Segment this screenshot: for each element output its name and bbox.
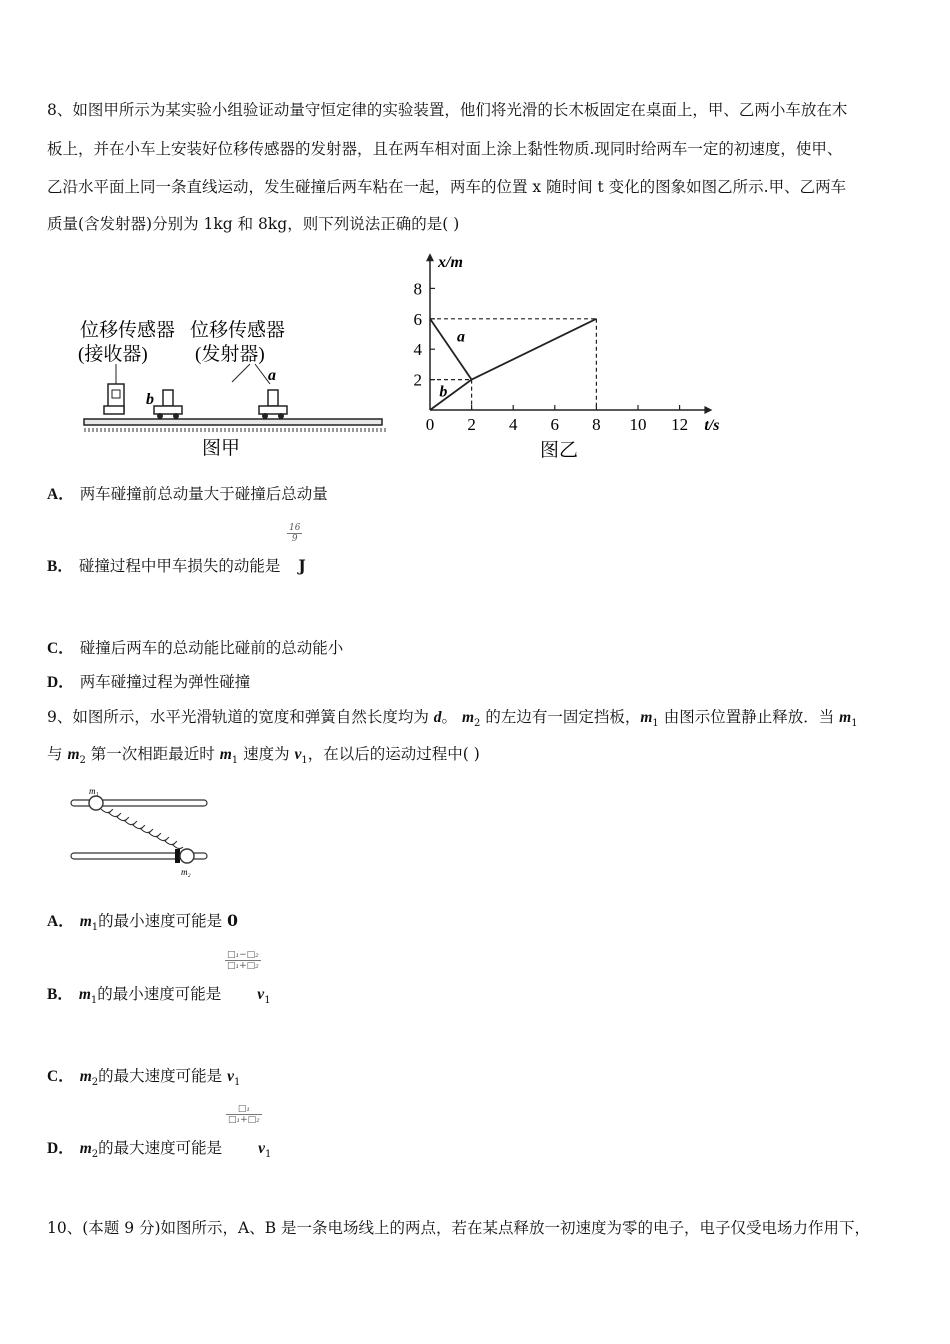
y-tick-label: 4 <box>413 340 422 360</box>
q9-text: 由图示位置静止释放．当 <box>658 708 840 726</box>
series-line-a <box>430 319 472 380</box>
q9-line-1 <box>47 705 858 729</box>
subscript: 1 <box>91 922 99 934</box>
figure-jia <box>50 312 390 462</box>
option-label: B． <box>47 558 73 575</box>
q9-option-d <box>47 1136 271 1160</box>
subscript: 1 <box>90 995 98 1007</box>
subscript: 2 <box>91 1149 99 1161</box>
emitter-label-1: 位移传感器 <box>190 320 286 341</box>
series-label-a: a <box>457 328 466 346</box>
var-m: m <box>839 709 852 726</box>
q9-text: 。 <box>441 708 462 726</box>
fraction-numerator: □₁−□₂ <box>227 950 259 960</box>
m1-label: m₁ <box>89 786 99 796</box>
figure-q9 <box>65 785 215 880</box>
x-tick-label: 12 <box>671 415 689 434</box>
var-m: m <box>79 1140 92 1157</box>
q8-line-3: 乙沿水平面上同一条直线运动，发生碰撞后两车粘在一起，两车的位置 x 随时间 t 变化的图象如图乙所示.甲、乙两车 <box>47 178 847 196</box>
cart-a-emitter <box>268 390 278 406</box>
var-m: m <box>67 746 80 763</box>
cart-b-wheel <box>157 413 163 419</box>
subscript: 1 <box>233 1077 241 1089</box>
q8-option-c <box>47 636 343 658</box>
q8-option-b <box>47 554 306 576</box>
emitter-label-2: (发射器) <box>195 344 265 365</box>
fixed-baffle <box>175 849 180 863</box>
option-label: C． <box>47 640 74 657</box>
x-tick-label: 4 <box>508 415 518 434</box>
fraction-denominator: □₁+□₂ <box>227 961 259 971</box>
q9-option-a <box>47 909 238 933</box>
subscript: 2 <box>79 755 86 767</box>
long-board <box>84 419 382 425</box>
cart-b-emitter <box>163 390 173 406</box>
subscript: 1 <box>264 995 271 1007</box>
cart-a-wheel <box>262 413 268 419</box>
var-v: v <box>227 1068 234 1085</box>
x-tick-label: 6 <box>550 415 560 434</box>
subscript: 1 <box>301 755 308 767</box>
receiver-label-2: (接收器) <box>78 344 148 365</box>
q9-text: 与 <box>47 745 68 763</box>
q9-text: 的左边有一固定挡板， <box>480 708 641 726</box>
q9-option-c <box>47 1064 240 1088</box>
cart-b-body <box>154 406 182 414</box>
spring <box>101 809 183 849</box>
x-axis-label: t/s <box>704 417 720 434</box>
figure-jia-caption: 图甲 <box>202 438 241 459</box>
q9-text: 第一次相距最近时 <box>85 745 220 763</box>
var-m: m <box>78 986 91 1003</box>
option-text: 碰撞后两车的总动能比碰前的总动能小 <box>79 639 344 657</box>
x-tick-label: 0 <box>425 415 435 434</box>
fraction-denominator: □₁+□₂ <box>228 1115 260 1125</box>
var-m: m <box>461 709 475 726</box>
option-label: B． <box>47 986 73 1003</box>
receiver-window <box>112 390 120 398</box>
option-label: C． <box>47 1068 74 1085</box>
var-m: m <box>79 1068 92 1085</box>
x-axis-arrow <box>704 406 712 414</box>
var-m: m <box>219 746 232 763</box>
q9-text: ，在以后的运动过程中( ) <box>307 745 480 763</box>
option-label: A． <box>47 913 74 930</box>
option-text: 两车碰撞前总动量大于碰撞后总动量 <box>79 485 328 503</box>
var-m: m <box>640 709 653 726</box>
q8-line-1: 8、如图甲所示为某实验小组验证动量守恒定律的实验装置，他们将光滑的长木板固定在桌面上，甲、乙两小车放在木 <box>47 101 848 119</box>
option-text: 两车碰撞过程为弹性碰撞 <box>79 673 251 691</box>
option-text: 的最小速度可能是 <box>98 912 228 930</box>
q9-option-b <box>47 982 271 1006</box>
option-label: A． <box>47 486 74 503</box>
q8-b-fraction <box>287 523 302 544</box>
var-m: m <box>79 913 92 930</box>
figure-yi-chart <box>400 240 730 465</box>
q10-line-1: 10、(本题 9 分)如图所示，A、B 是一条电场线上的两点，若在某点释放一初速度为零的电子，电子仅受电场力作用下， <box>47 1219 871 1237</box>
fraction-numerator: □₁ <box>226 1104 262 1115</box>
q8-option-a <box>47 482 328 504</box>
y-axis-label: x/m <box>438 254 463 272</box>
subscript: 2 <box>91 1077 99 1089</box>
option-text: 碰撞过程中甲车损失的动能是 <box>78 557 281 575</box>
figure-yi-caption: 图乙 <box>539 440 578 461</box>
subscript: 2 <box>474 718 481 730</box>
q9-text: 9、如图所示，水平光滑轨道的宽度和弹簧自然长度均为 <box>47 708 434 726</box>
emitter-leader-b <box>232 364 250 382</box>
cart-a-body <box>259 406 287 414</box>
x-tick-label: 8 <box>592 415 601 434</box>
option-value: 0 <box>227 911 238 930</box>
option-label: D． <box>47 1140 74 1157</box>
subscript: 1 <box>231 755 239 767</box>
option-label: D． <box>47 674 74 691</box>
cart-a-label: a <box>268 367 276 384</box>
series-label-b: b <box>439 383 448 401</box>
m2-ball <box>180 849 194 863</box>
q9-text: 速度为 <box>238 745 295 763</box>
option-text: 的最小速度可能是 <box>97 985 222 1003</box>
y-tick-label: 6 <box>413 309 422 329</box>
subscript: 1 <box>851 718 858 730</box>
fraction-denominator: 9 <box>291 534 298 544</box>
var-v: v <box>257 986 265 1003</box>
receiver-label-1: 位移传感器 <box>80 320 176 341</box>
fraction-numerator: 16 <box>289 523 301 533</box>
cart-b-label: b <box>146 391 154 408</box>
x-tick-label: 10 <box>629 415 647 434</box>
cart-a-wheel <box>278 413 284 419</box>
subscript: 1 <box>265 1149 272 1161</box>
unit-joule: J <box>298 556 306 575</box>
y-tick-label: 2 <box>413 370 422 390</box>
q8-line-4: 质量(含发射器)分别为 1kg 和 8kg，则下列说法正确的是( ) <box>47 215 460 233</box>
var-v: v <box>294 746 302 763</box>
m2-label: m₂ <box>181 867 191 877</box>
q8-option-d <box>47 670 250 692</box>
y-tick-label: 8 <box>413 279 422 299</box>
subscript: 1 <box>652 718 659 730</box>
series-line-combined <box>472 319 597 380</box>
q9-line-2 <box>47 742 480 766</box>
series-line-b <box>430 380 472 410</box>
receiver-base <box>104 406 124 414</box>
q9-d-fraction <box>226 1104 262 1125</box>
option-text: 的最大速度可能是 <box>98 1067 228 1085</box>
x-tick-label: 2 <box>467 415 476 434</box>
var-d: d <box>433 709 442 726</box>
cart-b-wheel <box>173 413 179 419</box>
q9-b-fraction <box>225 950 261 971</box>
var-v: v <box>258 1140 266 1157</box>
m1-ball <box>89 796 103 810</box>
option-text: 的最大速度可能是 <box>98 1139 223 1157</box>
y-axis-arrow <box>426 253 434 261</box>
q8-line-2: 板上，并在小车上安装好位移传感器的发射器，且在两车相对面上涂上黏性物质.现同时给两车一定的初速度，使甲、 <box>47 140 843 158</box>
